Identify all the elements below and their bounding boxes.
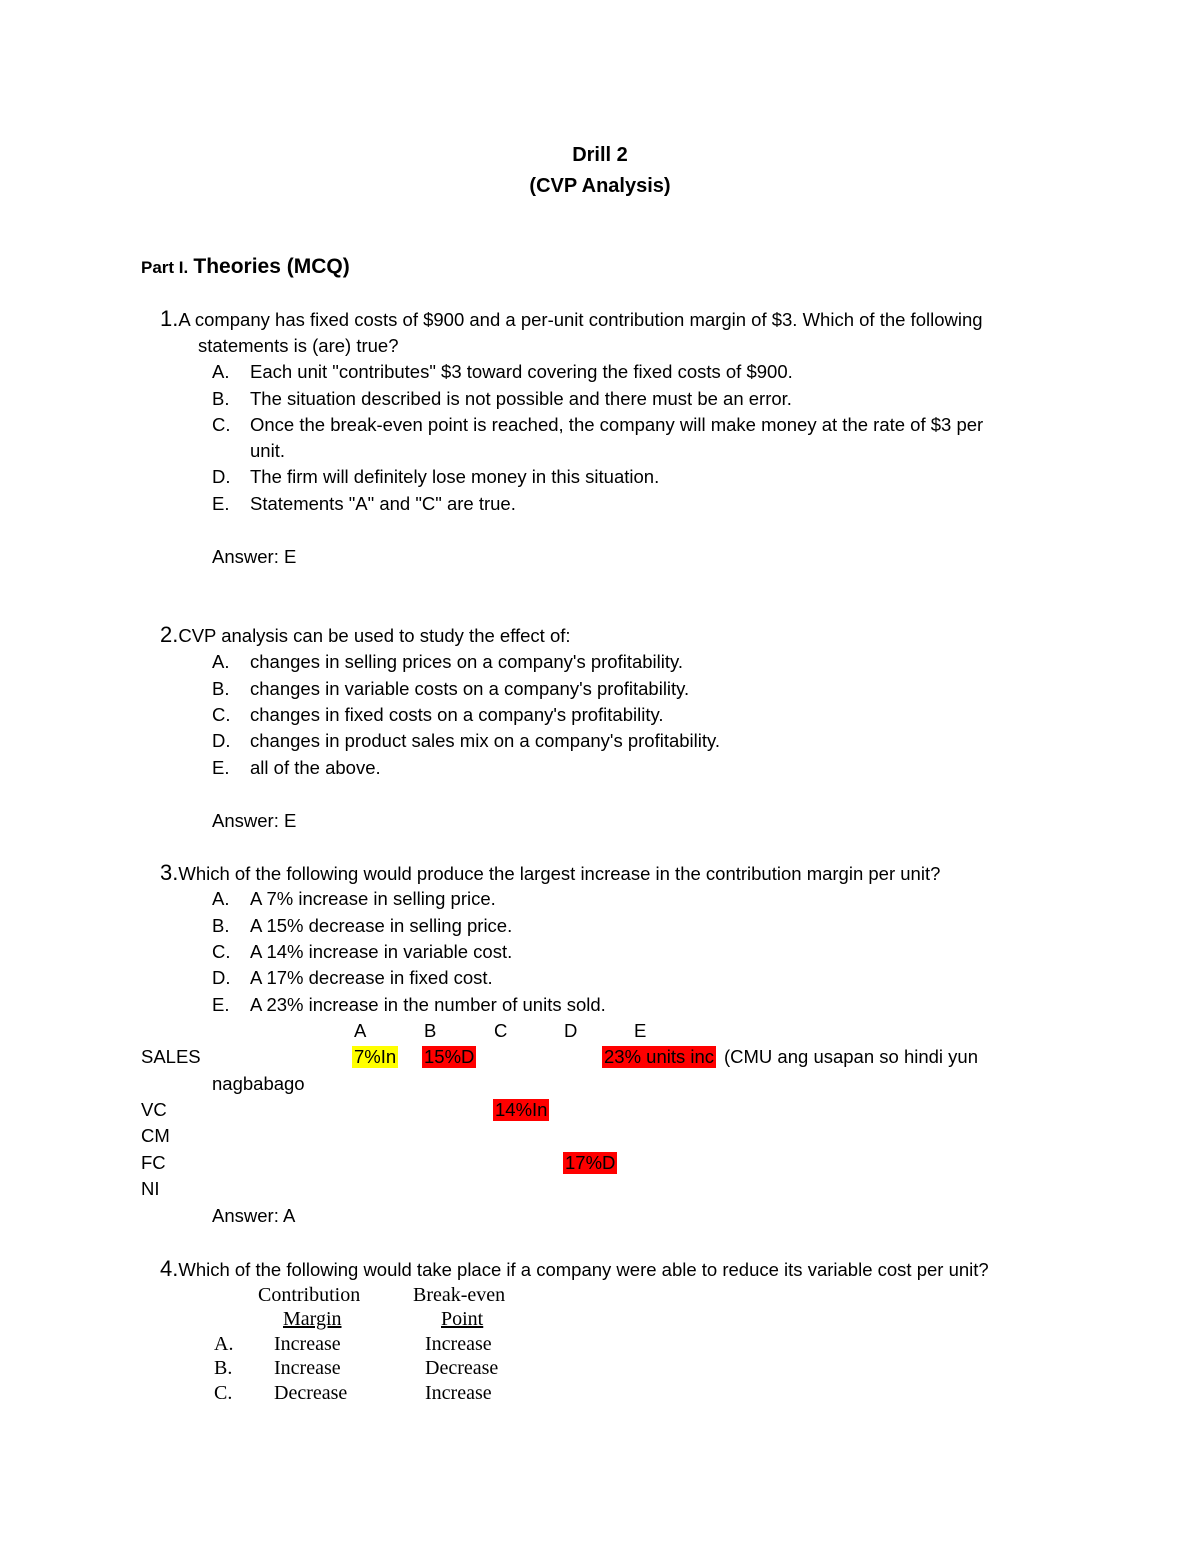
question-1-text-line-2: statements is (are) true? — [198, 335, 399, 356]
q1-option-b-letter: B. — [212, 388, 230, 409]
q1-option-c-cont: unit. — [250, 440, 285, 461]
question-1-line-1 — [160, 308, 983, 331]
q3-option-e-letter: E. — [212, 994, 230, 1015]
part-name: Theories (MCQ) — [193, 255, 350, 278]
question-2-line — [160, 624, 571, 647]
grid-col-a: A — [354, 1020, 367, 1041]
q1-option-e-letter: E. — [212, 493, 230, 514]
q3-option-b: A 15% decrease in selling price. — [250, 915, 513, 936]
grid-row-sales: SALES — [141, 1046, 201, 1067]
q2-option-e: all of the above. — [250, 757, 381, 778]
q4-row-b-be: Decrease — [425, 1357, 499, 1379]
q1-option-a-letter: A. — [212, 361, 230, 382]
q2-option-b: changes in variable costs on a company's profitability. — [250, 678, 690, 699]
question-1-number: 1. — [160, 306, 179, 331]
q2-option-b-letter: B. — [212, 678, 230, 699]
q3-option-a-letter: A. — [212, 888, 230, 909]
q1-option-e: Statements "A" and "C" are true. — [250, 493, 516, 514]
q1-option-d-letter: D. — [212, 466, 231, 487]
q4-col2-head-l1: Break-even — [413, 1284, 506, 1306]
sales-a-highlight: 7%In — [354, 1046, 397, 1067]
grid-row-vc: VC — [141, 1099, 167, 1120]
question-2-text: CVP analysis can be used to study the effect of: — [178, 625, 571, 646]
q2-option-a-letter: A. — [212, 651, 230, 672]
question-3-line — [160, 862, 940, 885]
document-subtitle: (CVP Analysis) — [529, 175, 671, 197]
q4-row-c-letter: C. — [214, 1382, 233, 1404]
part-heading — [141, 256, 350, 279]
sales-b-highlight: 15%D — [424, 1046, 475, 1067]
grid-col-b: B — [424, 1020, 437, 1041]
q1-answer: Answer: E — [212, 546, 297, 567]
q4-row-b-cm: Increase — [274, 1357, 341, 1379]
vc-c-highlight: 14%In — [495, 1099, 548, 1120]
q1-option-b: The situation described is not possible and there must be an error. — [250, 388, 792, 409]
q4-col1-head-l1: Contribution — [258, 1284, 361, 1306]
q4-row-a-be: Increase — [425, 1333, 492, 1355]
q3-option-d: A 17% decrease in fixed cost. — [250, 967, 493, 988]
fc-d-highlight: 17%D — [565, 1152, 616, 1173]
question-4-line — [160, 1258, 989, 1281]
q3-answer: Answer: A — [212, 1205, 296, 1226]
q2-option-a: changes in selling prices on a company's profitability. — [250, 651, 684, 672]
grid-row-ni: NI — [141, 1178, 160, 1199]
sales-note-line-2: nagbabago — [212, 1073, 305, 1094]
q2-option-d: changes in product sales mix on a company's profitability. — [250, 730, 721, 751]
q3-option-c-letter: C. — [212, 941, 231, 962]
grid-row-cm: CM — [141, 1125, 170, 1146]
question-2-number: 2. — [160, 622, 179, 647]
q2-option-d-letter: D. — [212, 730, 231, 751]
q1-option-d: The firm will definitely lose money in this situation. — [250, 466, 660, 487]
q4-row-a-letter: A. — [214, 1333, 234, 1355]
question-4-text: Which of the following would take place if a company were able to reduce its variable cost per unit? — [178, 1259, 989, 1280]
q3-option-a: A 7% increase in selling price. — [250, 888, 496, 909]
q4-col1-head-l2: Margin — [283, 1308, 342, 1330]
q2-answer: Answer: E — [212, 810, 297, 831]
grid-col-d: D — [564, 1020, 578, 1041]
part-prefix: Part I. — [141, 258, 189, 277]
q3-option-e: A 23% increase in the number of units sold. — [250, 994, 606, 1015]
q2-option-e-letter: E. — [212, 757, 230, 778]
question-3-text: Which of the following would produce the largest increase in the contribution margin per unit? — [178, 863, 941, 884]
q3-option-c: A 14% increase in variable cost. — [250, 941, 513, 962]
q1-option-c-letter: C. — [212, 414, 231, 435]
q4-row-c-cm: Decrease — [274, 1382, 348, 1404]
q3-option-b-letter: B. — [212, 915, 230, 936]
question-3-number: 3. — [160, 860, 179, 885]
question-1-text: A company has fixed costs of $900 and a per-unit contribution margin of $3. Which of the following — [178, 309, 983, 330]
q4-row-c-be: Increase — [425, 1382, 492, 1404]
q4-row-a-cm: Increase — [274, 1333, 341, 1355]
q1-option-a: Each unit "contributes" $3 toward covering the fixed costs of $900. — [250, 361, 793, 382]
question-4-number: 4. — [160, 1256, 179, 1281]
q2-option-c: changes in fixed costs on a company's profitability. — [250, 704, 664, 725]
sales-e-highlight: 23% units inc — [604, 1046, 715, 1067]
q3-option-d-letter: D. — [212, 967, 231, 988]
q2-option-c-letter: C. — [212, 704, 231, 725]
q4-col2-head-l2: Point — [441, 1308, 484, 1330]
sales-note: (CMU ang usapan so hindi yun — [724, 1046, 979, 1067]
q4-row-b-letter: B. — [214, 1357, 233, 1379]
grid-col-c: C — [494, 1020, 508, 1041]
grid-col-e: E — [634, 1020, 647, 1041]
grid-row-fc: FC — [141, 1152, 166, 1173]
q1-option-c: Once the break-even point is reached, the company will make money at the rate of $3 per — [250, 414, 984, 435]
document-title: Drill 2 — [572, 144, 628, 166]
